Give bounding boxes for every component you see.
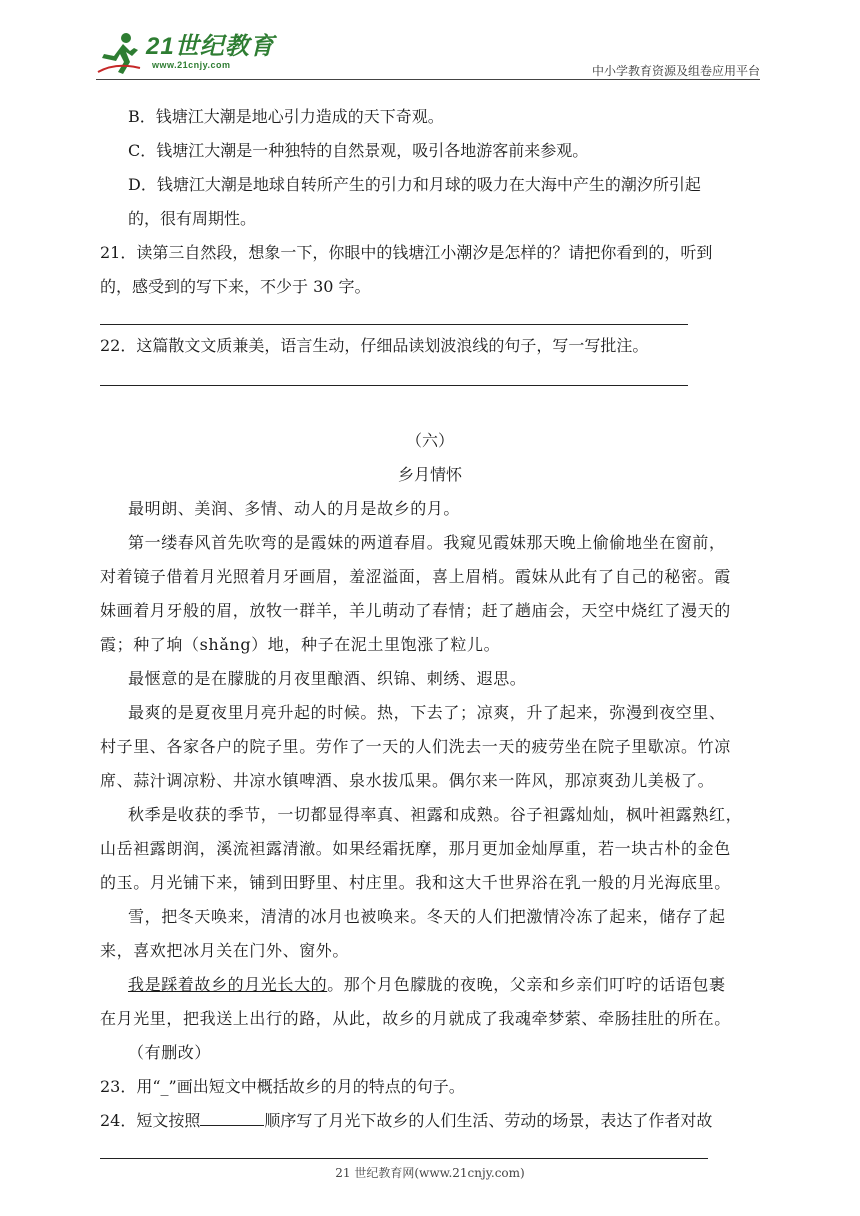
paragraph-7-rest: 。那个月色朦胧的夜晚，父亲和乡亲们叮咛的话语包裹: [327, 975, 726, 994]
page-header: [96, 32, 760, 80]
page-footer: 21 世纪教育网(www.21cnjy.com): [335, 1166, 525, 1180]
option-d-line-1: D．钱塘江大潮是地球自转所产生的引力和月球的吸力在大海中产生的潮汐所引起: [128, 175, 701, 194]
passage-paragraph-5-line-3: 的玉。月光铺下来，铺到田野里、村庄里。我和这大千世界浴在乳一般的月光海底里。: [100, 873, 731, 892]
question-21-line-1: 21．读第三自然段，想象一下，你眼中的钱塘江小潮汐是怎样的？请把你看到的，听到: [100, 243, 713, 262]
passage-paragraph-5-line-1: 秋季是收获的季节，一切都显得率真、袒露和成熟。谷子袒露灿灿，枫叶袒露熟红，: [128, 805, 743, 824]
header-divider: [96, 79, 760, 80]
option-d-line-2: 的，很有周期性。: [128, 209, 257, 228]
logo-url: www.21cnjy.com: [152, 60, 231, 70]
option-b: B．钱塘江大潮是地心引力造成的天下奇观。: [128, 107, 444, 126]
question-24-before: 24．短文按照: [100, 1111, 201, 1130]
passage-paragraph-1: 最明朗、美润、多情、动人的月是故乡的月。: [128, 499, 461, 518]
passage-paragraph-7-line-1: [100, 968, 760, 1002]
runner-logo-icon: [96, 32, 142, 76]
passage-paragraph-6-line-1: 雪，把冬天唤来，清清的冰月也被唤来。冬天的人们把激情冷冻了起来，储存了起: [128, 907, 726, 926]
logo-title: 21世纪教育: [146, 33, 275, 60]
passage-paragraph-7-line-2: 在月光里，把我送上出行的路，从此，故乡的月就成了我魂牵梦萦、牵肠挂肚的所在。: [100, 1009, 731, 1028]
question-22: 22．这篇散文文质兼美，语言生动，仔细品读划波浪线的句子，写一写批注。: [100, 336, 649, 355]
passage-paragraph-2-line-3: 妹画着月牙般的眉，放牧一群羊，羊儿萌动了春情；赶了趟庙会，天空中烧红了漫天的: [100, 601, 731, 620]
passage-paragraph-4-line-3: 席、蒜汁调凉粉、井凉水镇啤酒、泉水拔瓜果。偶尔来一阵风，那凉爽劲儿美极了。: [100, 771, 715, 790]
underlined-sentence: 我是踩着故乡的月光长大的: [128, 975, 328, 994]
question-24-after: 顺序写了月光下故乡的人们生活、劳动的场景，表达了作者对故: [264, 1111, 713, 1130]
passage-paragraph-2-line-2: 对着镜子借着月光照着月牙画眉，羞涩溢面，喜上眉梢。霞妹从此有了自己的秘密。霞: [100, 567, 731, 586]
edit-note: （有删改）: [128, 1043, 212, 1062]
passage-paragraph-4-line-2: 村子里、各家各户的院子里。劳作了一天的人们洗去一天的疲劳坐在院子里歇凉。竹凉: [100, 737, 731, 756]
fill-in-blank[interactable]: [200, 1107, 264, 1126]
site-logo: [96, 32, 275, 76]
footer-divider: [100, 1158, 708, 1159]
passage-paragraph-2-line-4: 霞；种了垧（shǎng）地，种子在泥土里饱涨了粒儿。: [100, 635, 501, 654]
platform-name: 中小学教育资源及组卷应用平台: [591, 64, 760, 78]
question-23: 23．用“_”画出短文中概括故乡的月的特点的句子。: [100, 1077, 465, 1096]
question-24: [100, 1104, 760, 1138]
passage-paragraph-3: 最惬意的是在朦胧的月夜里酿酒、织锦、刺绣、遐思。: [128, 669, 527, 688]
page-content: [100, 100, 760, 1138]
section-number: （六）: [405, 431, 454, 450]
question-21-line-2: 的，感受到的写下来，不少于 30 字。: [100, 277, 371, 296]
passage-paragraph-4-line-1: 最爽的是夏夜里月亮升起的时候。热，下去了；凉爽，升了起来，弥漫到夜空里、: [128, 703, 726, 722]
passage-paragraph-6-line-2: 来，喜欢把冰月关在门外、窗外。: [100, 941, 350, 960]
option-c: C．钱塘江大潮是一种独特的自然景观，吸引各地游客前来参观。: [128, 141, 589, 160]
passage-title: 乡月情怀: [397, 465, 462, 484]
passage-paragraph-5-line-2: 山岳袒露朗润，溪流袒露清澈。如果经霜抚摩，那月更加金灿厚重，若一块古朴的金色: [100, 839, 731, 858]
logo-text: [146, 34, 275, 70]
passage-paragraph-2-line-1: 第一缕春风首先吹弯的是霞妹的两道春眉。我窥见霞妹那天晚上偷偷地坐在窗前，: [128, 533, 726, 552]
